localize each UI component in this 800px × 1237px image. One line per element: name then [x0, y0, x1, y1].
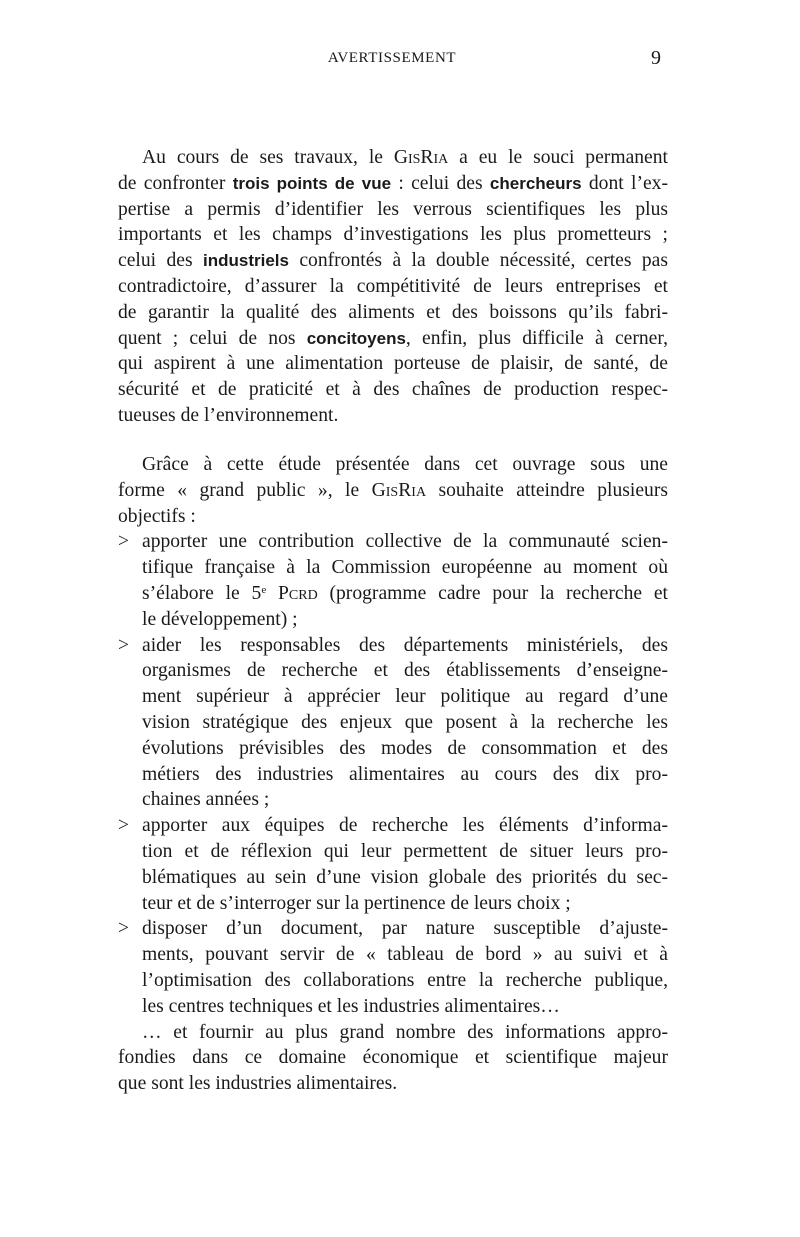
list-item-first-line	[118, 633, 668, 659]
text-line	[118, 1071, 668, 1097]
text-line	[118, 994, 668, 1020]
text-segment: objectifs :	[118, 505, 196, 527]
text-segment: blématiques au sein d’une vision globale des priorités du sec-	[142, 866, 668, 888]
text-line	[118, 197, 668, 223]
text-segment: a eu le souci permanent	[448, 147, 668, 168]
text-segment: disposer d’un document, par nature susceptible d’ajuste-	[142, 918, 668, 940]
text-segment: souhaite atteindre plusieurs	[426, 479, 668, 501]
text-segment: le développement) ;	[142, 608, 298, 630]
text-segment: sécurité et de praticité et à des chaînes de production respec-	[118, 379, 668, 401]
text-segment: quent ; celui de nos	[118, 327, 307, 349]
text-segment: l’optimisation des collaborations entre la recherche publique,	[142, 969, 668, 991]
text-segment: tifique française à la Commission européenne au moment où	[142, 557, 668, 579]
text-line	[118, 1020, 668, 1046]
bullet-marker: >	[118, 531, 130, 553]
text-segment: évolutions prévisibles des modes de consommation et des	[142, 737, 668, 759]
text-segment: apporter une contribution collective de la communauté scien-	[142, 531, 668, 553]
text-line	[118, 581, 668, 607]
text-line	[118, 326, 668, 352]
text-segment: s’élabore le 5	[142, 582, 262, 604]
text-segment: confrontés à la double nécessité, certes pas	[288, 250, 668, 272]
text-segment: dont l’ex-	[581, 172, 669, 194]
text-line	[118, 942, 668, 968]
text-segment: : celui des	[391, 172, 490, 194]
text-segment: qui aspirent à une alimentation porteuse de plaisir, de santé, de	[118, 353, 668, 375]
text-segment: de confronter	[118, 172, 233, 194]
text-segment: contradictoire, d’assurer la compétitivité de leurs entreprises et	[118, 275, 668, 297]
text-line	[118, 300, 668, 326]
text-line	[118, 968, 668, 994]
text-line	[118, 865, 668, 891]
text-line	[118, 145, 668, 171]
superscript: e	[261, 583, 267, 596]
text-line	[118, 377, 668, 403]
text-line	[118, 555, 668, 581]
bold-keyword: trois points de vue	[232, 173, 392, 193]
text-segment: , enfin, plus difficile à cerner,	[405, 327, 668, 349]
page-number: 9	[651, 47, 661, 69]
text-line	[118, 274, 668, 300]
bullet-marker: >	[118, 634, 130, 656]
small-caps-acronym: Pcrd	[278, 582, 318, 604]
paragraph-objectives	[118, 452, 668, 1097]
text-line	[118, 171, 668, 197]
bullet-marker: >	[118, 815, 130, 837]
text-line	[118, 504, 668, 530]
small-caps-acronym: GisRia	[393, 147, 449, 168]
text-line	[118, 403, 668, 429]
text-segment: métiers des industries alimentaires au cours des dix pro-	[142, 763, 668, 785]
text-line	[118, 762, 668, 788]
text-segment: teur et de s’interroger sur la pertinence de leurs choix ;	[142, 892, 571, 914]
text-segment: tion et de réflexion qui leur permettent de situer leurs pro-	[142, 840, 668, 862]
text-segment: vision stratégique des enjeux que posent à la recherche les	[142, 711, 668, 733]
text-segment: Grâce à cette étude présentée dans cet ouvrage sous une	[142, 454, 668, 475]
text-segment: fondies dans ce domaine économique et scientifique majeur	[118, 1047, 668, 1069]
text-line	[118, 248, 668, 274]
text-line	[118, 787, 668, 813]
text-segment: ments, pouvant servir de « tableau de bord » au suivi et à	[142, 944, 668, 966]
bullet-marker: >	[118, 918, 130, 940]
bold-keyword: concitoyens	[306, 328, 406, 348]
text-line	[118, 1045, 668, 1071]
text-segment: apporter aux équipes de recherche les éléments d’informa-	[142, 815, 668, 837]
text-segment: aider les responsables des départements ministériels, des	[142, 634, 668, 656]
text-line	[118, 658, 668, 684]
text-line	[118, 452, 668, 478]
list-item-first-line	[118, 529, 668, 555]
list-item-first-line	[118, 916, 668, 942]
text-segment: Au cours de ses travaux, le	[142, 147, 394, 168]
text-line	[118, 839, 668, 865]
text-segment: de garantir la qualité des aliments et des boissons qu’ils fabri-	[118, 301, 668, 323]
text-line	[118, 351, 668, 377]
text-segment: … et fournir au plus grand nombre des informations appro-	[142, 1021, 668, 1043]
text-line	[118, 607, 668, 633]
text-segment: importants et les champs d’investigations les plus prometteurs ;	[118, 224, 668, 246]
small-caps-acronym: GisRia	[371, 479, 427, 501]
text-segment: forme « grand public », le	[118, 479, 372, 501]
text-line	[118, 478, 668, 504]
text-segment: celui des	[118, 250, 203, 272]
text-segment: organismes de recherche et des établissements d’enseigne-	[142, 660, 668, 682]
text-segment: les centres techniques et les industries alimentaires…	[142, 995, 560, 1017]
text-line	[118, 684, 668, 710]
text-segment: pertise a permis d’identifier les verrous scientifiques les plus	[118, 198, 668, 220]
text-segment	[266, 583, 278, 604]
text-line	[118, 736, 668, 762]
text-line	[118, 222, 668, 248]
bold-keyword: chercheurs	[489, 173, 582, 193]
text-segment: tueuses de l’environnement.	[118, 404, 339, 426]
bold-keyword: industriels	[202, 251, 289, 271]
text-segment: (programme cadre pour la recherche et	[317, 582, 669, 604]
running-header: AVERTISSEMENT	[327, 50, 457, 66]
text-line	[118, 710, 668, 736]
text-segment: ment supérieur à apprécier leur politique au regard d’une	[142, 686, 668, 708]
list-item-first-line	[118, 813, 668, 839]
text-segment: chaines années ;	[142, 789, 270, 811]
paragraph-intro	[118, 145, 668, 429]
text-segment: que sont les industries alimentaires.	[118, 1073, 398, 1095]
text-line	[118, 891, 668, 917]
